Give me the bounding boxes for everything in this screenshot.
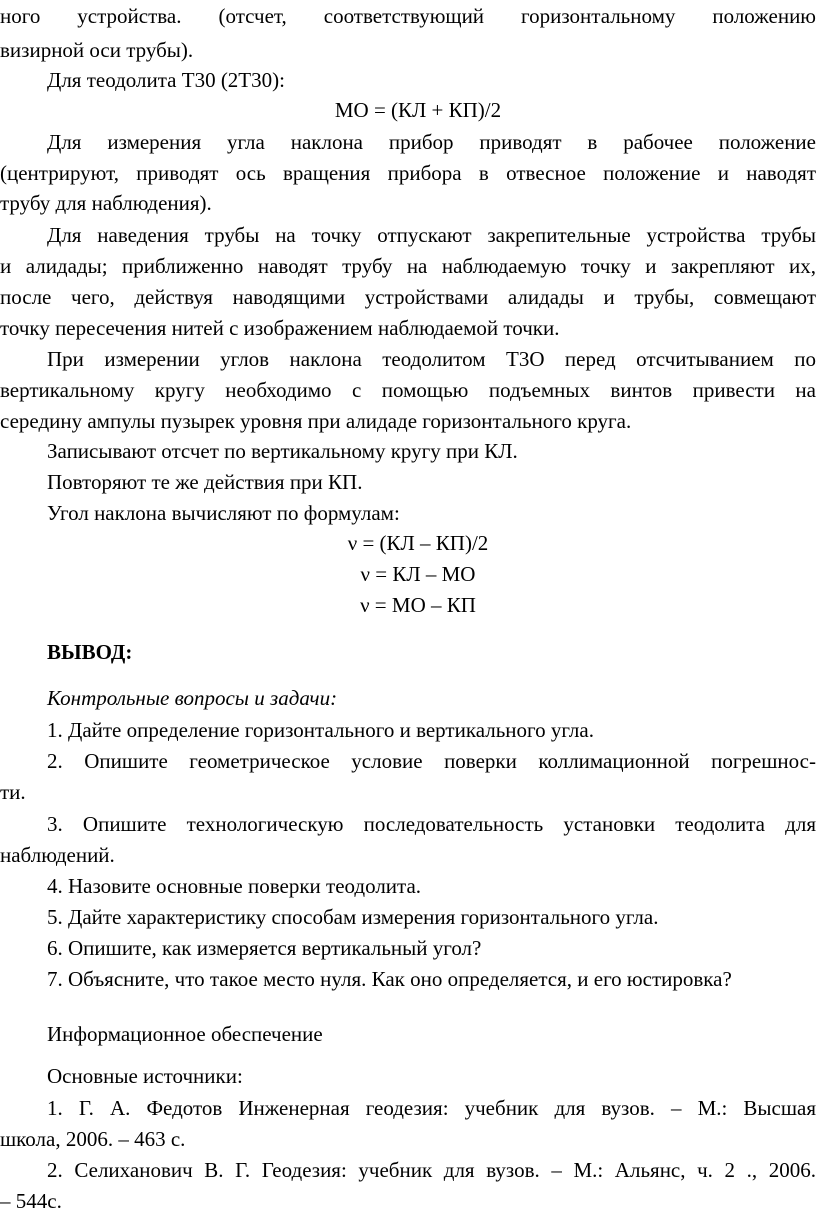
text-line: точку пересечения нитей с изображением наблюдаемой точки. — [0, 316, 560, 340]
questions-heading: Контрольные вопросы и задачи: — [47, 686, 338, 710]
text-line: Записывают отсчет по вертикальному кругу при КЛ. — [47, 439, 518, 463]
question-item: 3. Опишите технологическую последовательность установки теодолита для — [47, 812, 816, 836]
source-item: школа, 2006. – 463 с. — [0, 1127, 186, 1151]
text-line: трубу для наблюдения). — [0, 191, 212, 215]
sources-heading: Основные источники: — [47, 1064, 243, 1088]
conclusion-heading: ВЫВОД: — [47, 640, 133, 664]
formula-line: ν = (КЛ – КП)/2 — [347, 531, 489, 555]
text-line: ного устройства. (отсчет, соответствующий горизонтальному положению — [0, 4, 816, 28]
formula-line: ν = МО – КП — [360, 593, 476, 617]
question-item: 4. Назовите основные поверки теодолита. — [47, 874, 422, 898]
section-heading: Информационное обеспечение — [47, 1022, 323, 1046]
source-item: – 544с. — [0, 1189, 62, 1213]
question-item: 6. Опишите, как измеряется вертикальный угол? — [47, 936, 482, 960]
source-item: 1. Г. А. Федотов Инженерная геодезия: учебник для вузов. – М.: Высшая — [47, 1096, 816, 1120]
question-item: ти. — [0, 780, 26, 804]
text-line: середину ампулы пузырек уровня при алидаде горизонтального круга. — [0, 409, 632, 433]
question-item: 5. Дайте характеристику способам измерения горизонтального угла. — [47, 905, 659, 929]
text-line: Угол наклона вычисляют по формулам: — [47, 501, 400, 525]
text-line: Для теодолита Т30 (2Т30): — [47, 68, 285, 92]
text-line: визирной оси трубы). — [0, 38, 194, 62]
question-item: 1. Дайте определение горизонтального и вертикального угла. — [47, 718, 594, 742]
text-line: после чего, действуя наводящими устройствами алидады и трубы, совмещают — [0, 285, 816, 309]
text-line: и алидады; приближенно наводят трубу на наблюдаемую точку и закрепляют их, — [0, 254, 816, 278]
question-item: 2. Опишите геометрическое условие поверки коллимационной погрешнос- — [47, 749, 816, 773]
text-line: Для наведения трубы на точку отпускают закрепительные устройства трубы — [47, 223, 816, 247]
text-line: вертикальному кругу необходимо с помощью подъемных винтов привести на — [0, 378, 816, 402]
formula-line: ν = КЛ – МО — [360, 562, 476, 586]
question-item: 7. Объясните, что такое место нуля. Как оно определяется, и его юстировка? — [47, 967, 732, 991]
source-item: 2. Селиханович В. Г. Геодезия: учебник для вузов. – М.: Альянс, ч. 2 ., 2006. — [47, 1158, 816, 1182]
formula-line: МО = (КЛ + КП)/2 — [334, 98, 502, 122]
text-line: При измерении углов наклона теодолитом Т3О перед отсчитыванием по — [47, 347, 816, 371]
text-line: (центрируют, приводят ось вращения прибора в отвесное положение и наводят — [0, 161, 816, 185]
text-line: Повторяют те же действия при КП. — [47, 470, 363, 494]
text-line: Для измерения угла наклона прибор приводят в рабочее положение — [47, 130, 816, 154]
question-item: наблюдений. — [0, 843, 115, 867]
